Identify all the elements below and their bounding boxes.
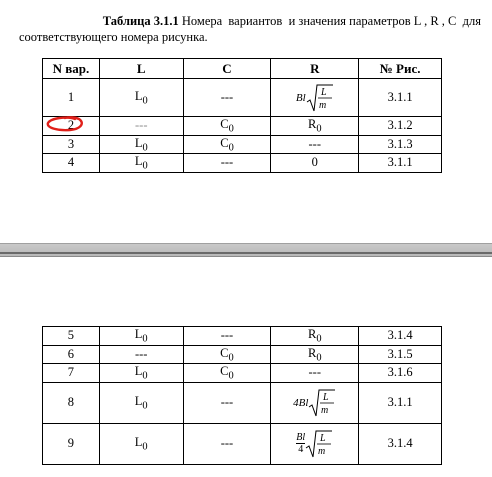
svg-text:m: m <box>321 404 329 416</box>
svg-text:L: L <box>320 86 327 98</box>
cell-n: 7 <box>43 364 100 383</box>
cell-fig: 3.1.4 <box>359 423 442 464</box>
cell-fig: 3.1.4 <box>359 327 442 346</box>
cell-n: 6 <box>43 345 100 364</box>
cell-fig: 3.1.1 <box>359 79 442 117</box>
cell-fig: 3.1.2 <box>359 117 442 136</box>
header-fig: № Рис. <box>359 59 442 79</box>
cell-l: --- <box>99 345 183 364</box>
cell-n: 4 <box>43 154 100 173</box>
cell-c: --- <box>183 382 271 423</box>
fraction-numerator: Bl <box>296 432 306 443</box>
cell-r: $R_0$ <box>271 327 359 346</box>
cell-n: 1 <box>43 79 100 117</box>
cell-c: $C_0$ <box>183 135 271 154</box>
caption-text-1: Номера вариантов и значения параметров L , R , C для <box>178 14 481 28</box>
table-caption <box>19 13 481 45</box>
cell-c: --- <box>183 423 271 464</box>
red-circle-annotation <box>45 116 85 132</box>
cell-n: 2 <box>43 117 100 136</box>
formula-fraction <box>296 432 305 455</box>
svg-text:L: L <box>323 391 329 403</box>
table-row <box>43 135 442 154</box>
cell-n: 5 <box>43 327 100 346</box>
cell-l: $L_0$ <box>99 154 183 173</box>
formula-coef: 4Bl <box>293 396 309 409</box>
header-r: R <box>271 59 359 79</box>
header-n: N вар. <box>43 59 100 79</box>
table-row <box>43 382 442 423</box>
table-row <box>43 345 442 364</box>
cell-r <box>271 79 359 117</box>
table-row <box>43 364 442 383</box>
table-row <box>43 154 442 173</box>
cell-r: --- <box>271 135 359 154</box>
cell-l: $L_0$ <box>99 423 183 464</box>
formula-coef: Bl <box>295 91 306 104</box>
formula-r8 <box>293 388 336 418</box>
cell-c: --- <box>183 154 271 173</box>
cell-n: 9 <box>43 423 100 464</box>
cell-n: 3 <box>43 135 100 154</box>
cell-l: $L_0$ <box>99 79 183 117</box>
cell-c: $C_0$ <box>183 345 271 364</box>
cell-fig: 3.1.3 <box>359 135 442 154</box>
page-separator-line <box>0 252 492 254</box>
table-row <box>43 117 442 136</box>
cell-r <box>271 382 359 423</box>
cell-r: $R_0$ <box>271 345 359 364</box>
svg-text:m: m <box>318 445 326 457</box>
cell-n: 8 <box>43 382 100 423</box>
cell-c: --- <box>183 327 271 346</box>
cell-l: $L_0$ <box>99 364 183 383</box>
header-l: L <box>99 59 183 79</box>
svg-text:m: m <box>318 99 326 111</box>
cell-fig: 3.1.1 <box>359 154 442 173</box>
table-header-row <box>43 59 442 79</box>
cell-l: $L_0$ <box>99 327 183 346</box>
sqrt-icon <box>306 83 334 113</box>
cell-fig: 3.1.1 <box>359 382 442 423</box>
page-separator <box>0 243 492 257</box>
table-row <box>43 423 442 464</box>
formula-r1 <box>296 83 334 113</box>
svg-text:L: L <box>320 432 326 444</box>
cell-c: $C_0$ <box>183 364 271 383</box>
parameters-table-top <box>42 58 442 173</box>
cell-r: $R_0$ <box>271 117 359 136</box>
cell-fig: 3.1.6 <box>359 364 442 383</box>
cell-c: --- <box>183 79 271 117</box>
table-row <box>43 327 442 346</box>
caption-label: Таблица 3.1.1 <box>102 14 179 28</box>
sqrt-icon <box>305 429 333 459</box>
table-row <box>43 79 442 117</box>
cell-l: $L_0$ <box>99 135 183 154</box>
cell-r: 0 <box>271 154 359 173</box>
cell-c: $C_0$ <box>183 117 271 136</box>
cell-r <box>271 423 359 464</box>
cell-l: $L_0$ <box>99 382 183 423</box>
cell-fig: 3.1.5 <box>359 345 442 364</box>
formula-r9 <box>296 429 333 459</box>
parameters-table-bottom <box>42 326 442 465</box>
cell-r: --- <box>271 364 359 383</box>
fraction-denominator: 4 <box>298 444 304 455</box>
caption-text-2: соответствующего номера рисунка. <box>19 30 208 44</box>
sqrt-icon <box>308 388 336 418</box>
header-c: C <box>183 59 271 79</box>
cell-l: --- <box>99 117 183 136</box>
